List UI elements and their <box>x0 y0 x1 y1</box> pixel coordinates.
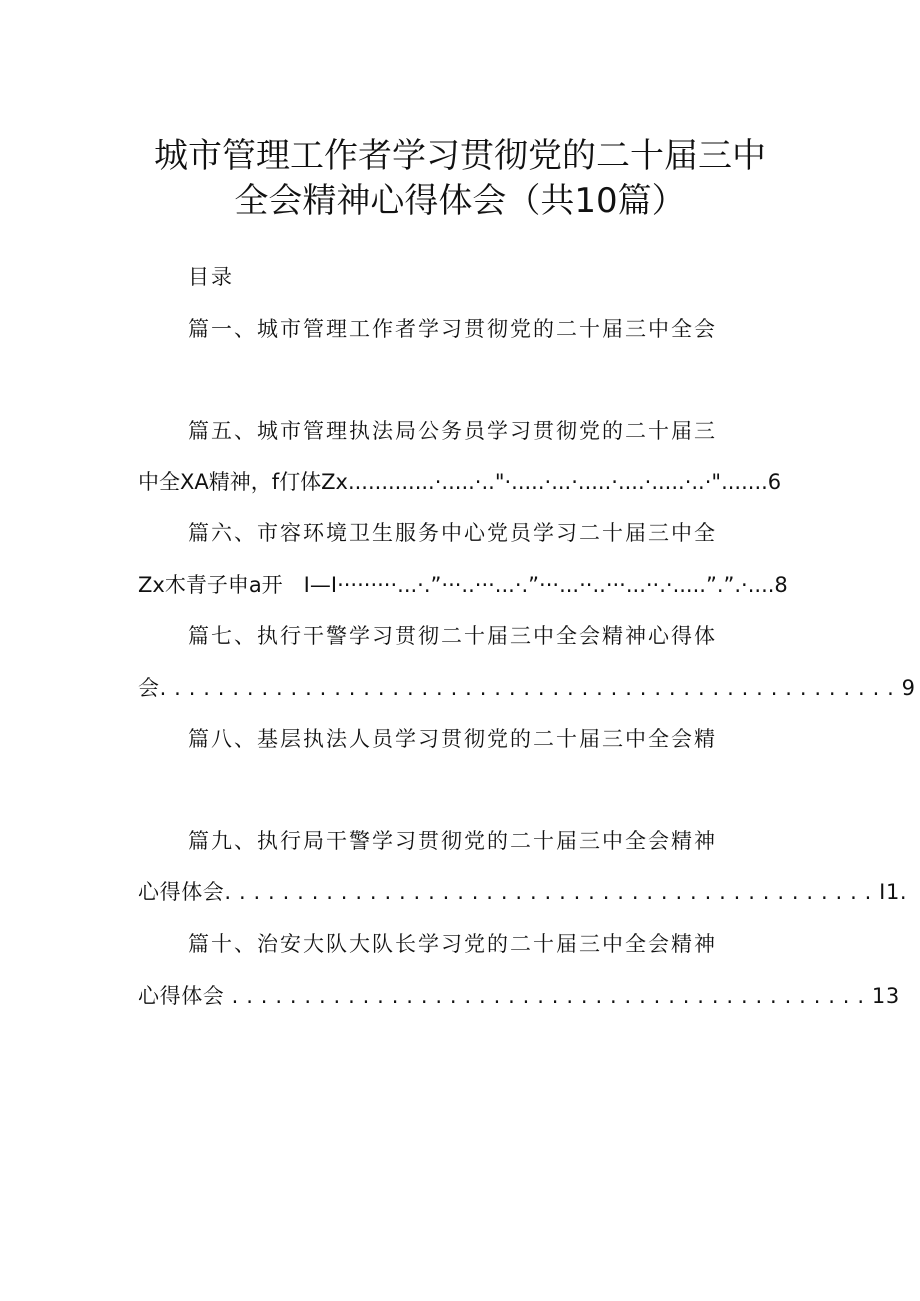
document-title-line-1: 城市管理工作者学习贯彻党的二十届三中 <box>154 136 766 176</box>
toc-entry-10-continuation: 心得体会 . . . . . . . . . . . . . . . . . . . . . . . . . . . . . . . . . . . . . . . . . . . . 13 <box>138 984 900 1008</box>
toc-entry-7: 篇七、执行干警学习贯彻二十届三中全会精神心得体 <box>188 624 717 648</box>
toc-entry-6-continuation: Zx木青子申a开 I—I·········...·.”···..···...·.”···...··..···...··.·.....”.”.·....8 <box>138 573 788 597</box>
toc-entry-5: 篇五、城市管理执法局公务员学习贯彻党的二十届三 <box>188 419 717 443</box>
toc-heading: 目录 <box>188 265 234 289</box>
toc-entry-9: 篇九、执行局干警学习贯彻党的二十届三中全会精神 <box>188 829 717 853</box>
toc-entry-9-continuation: 心得体会. . . . . . . . . . . . . . . . . . . . . . . . . . . . . . . . . . . . . . . . . . . . . I1. <box>138 880 908 904</box>
toc-entry-6: 篇六、市容环境卫生服务中心党员学习二十届三中全 <box>188 521 717 545</box>
toc-entry-7-continuation: 会. . . . . . . . . . . . . . . . . . . . . . . . . . . . . . . . . . . . . . . . . . . . . . . . . . . 9 <box>138 676 916 700</box>
toc-entry-10: 篇十、治安大队大队长学习党的二十届三中全会精神 <box>188 932 717 956</box>
toc-entry-5-continuation: 中全XA精神，f仃体Zx.............·.....·.."·.....·...·.....·....·.....·..·".......6 <box>138 470 782 494</box>
toc-entry-8: 篇八、基层执法人员学习贯彻党的二十届三中全会精 <box>188 727 717 751</box>
toc-entry-1: 篇一、城市管理工作者学习贯彻党的二十届三中全会 <box>188 317 717 341</box>
document-title-line-2: 全会精神心得体会（共10篇） <box>234 181 686 221</box>
